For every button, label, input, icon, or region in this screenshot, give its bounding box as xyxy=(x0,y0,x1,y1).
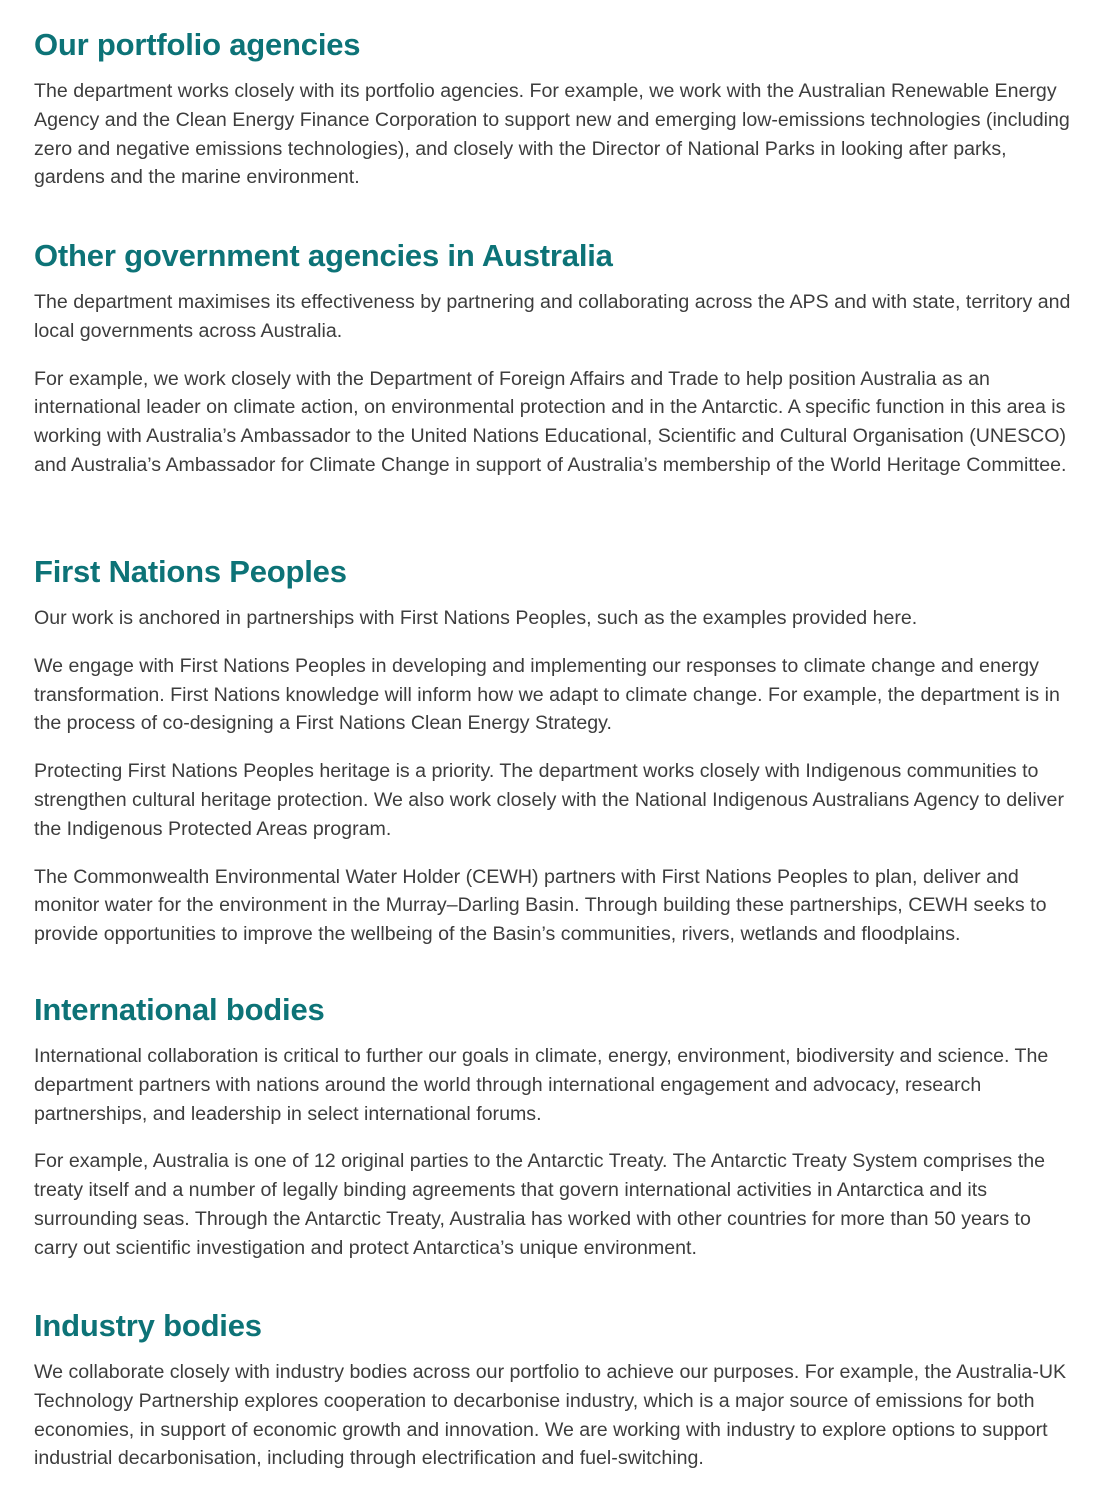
section-heading: Industry bodies xyxy=(34,1308,262,1343)
section-portfolio-agencies xyxy=(34,27,1074,192)
section-first-nations-peoples xyxy=(34,554,1074,949)
paragraph: Our work is anchored in partnerships with First Nations Peoples, such as the examples provided here. xyxy=(34,607,918,629)
paragraph: The department works closely with its portfolio agencies. For example, we work with the Australian Renewable Energy Agency and the Clean Energy Finance Corporation to support new and emerging low-emissions technologies (including zero and negative emissions technologies), and closely with the Director of National Parks in looking after parks, gardens and the marine environment. xyxy=(34,80,1070,189)
section-international-bodies xyxy=(34,992,1074,1263)
paragraph: The Commonwealth Environmental Water Holder (CEWH) partners with First Nations Peoples to plan, deliver and monitor water for the environment in the Murray–Darling Basin. Through building these partnerships, CEWH seeks to provide opportunities to improve the wellbeing of the Basin’s communities, rivers, wetlands and floodplains. xyxy=(34,865,1047,946)
paragraph: The department maximises its effectiveness by partnering and collaborating across the APS and with state, territory and local governments across Australia. xyxy=(34,291,1071,342)
section-heading: First Nations Peoples xyxy=(34,554,347,589)
section-other-government-agencies xyxy=(34,238,1074,480)
paragraph: We engage with First Nations Peoples in developing and implementing our responses to climate change and energy transformation. First Nations knowledge will inform how we adapt to climate change. For example, the department is in the process of co-designing a First Nations Clean Energy Strategy. xyxy=(34,654,1060,735)
section-heading: International bodies xyxy=(34,992,325,1027)
paragraph: Protecting First Nations Peoples heritage is a priority. The department works closely with Indigenous communities to strengthen cultural heritage protection. We also work closely with the National Indigenous Australians Agency to deliver the Indigenous Protected Areas program. xyxy=(34,760,1064,840)
section-heading: Our portfolio agencies xyxy=(34,27,361,62)
paragraph: We collaborate closely with industry bodies across our portfolio to achieve our purposes. For example, the Australia-UK Technology Partnership explores cooperation to decarbonise industry, which is a major source of emissions for both economies, in support of economic growth and innovation. We are working with industry to explore options to support industrial decarbonisation, including through electrification and fuel-switching. xyxy=(34,1361,1067,1470)
paragraph: For example, Australia is one of 12 original parties to the Antarctic Treaty. The Antarctic Treaty System comprises the treaty itself and a number of legally binding agreements that govern international activities in Antarctica and its surrounding seas. Through the Antarctic Treaty, Australia has worked with other countries for more than 50 years to carry out scientific investigation and protect Antarctica’s unique environment. xyxy=(34,1150,1045,1259)
paragraph: For example, we work closely with the Department of Foreign Affairs and Trade to help position Australia as an international leader on climate action, on environmental protection and in the Antarctic. A specific function in this area is working with Australia’s Ambassador to the United Nations Educational, Scientific and Cultural Organisation (UNESCO) and Australia’s Ambassador for Climate Change in support of Australia’s membership of the World Heritage Committee. xyxy=(34,367,1067,476)
section-industry-bodies xyxy=(34,1308,1074,1473)
paragraph: International collaboration is critical to further our goals in climate, energy, environment, biodiversity and science. The department partners with nations around the world through international engagement and advocacy, research partnerships, and leadership in select international forums. xyxy=(34,1045,1049,1125)
section-heading: Other government agencies in Australia xyxy=(34,238,613,273)
